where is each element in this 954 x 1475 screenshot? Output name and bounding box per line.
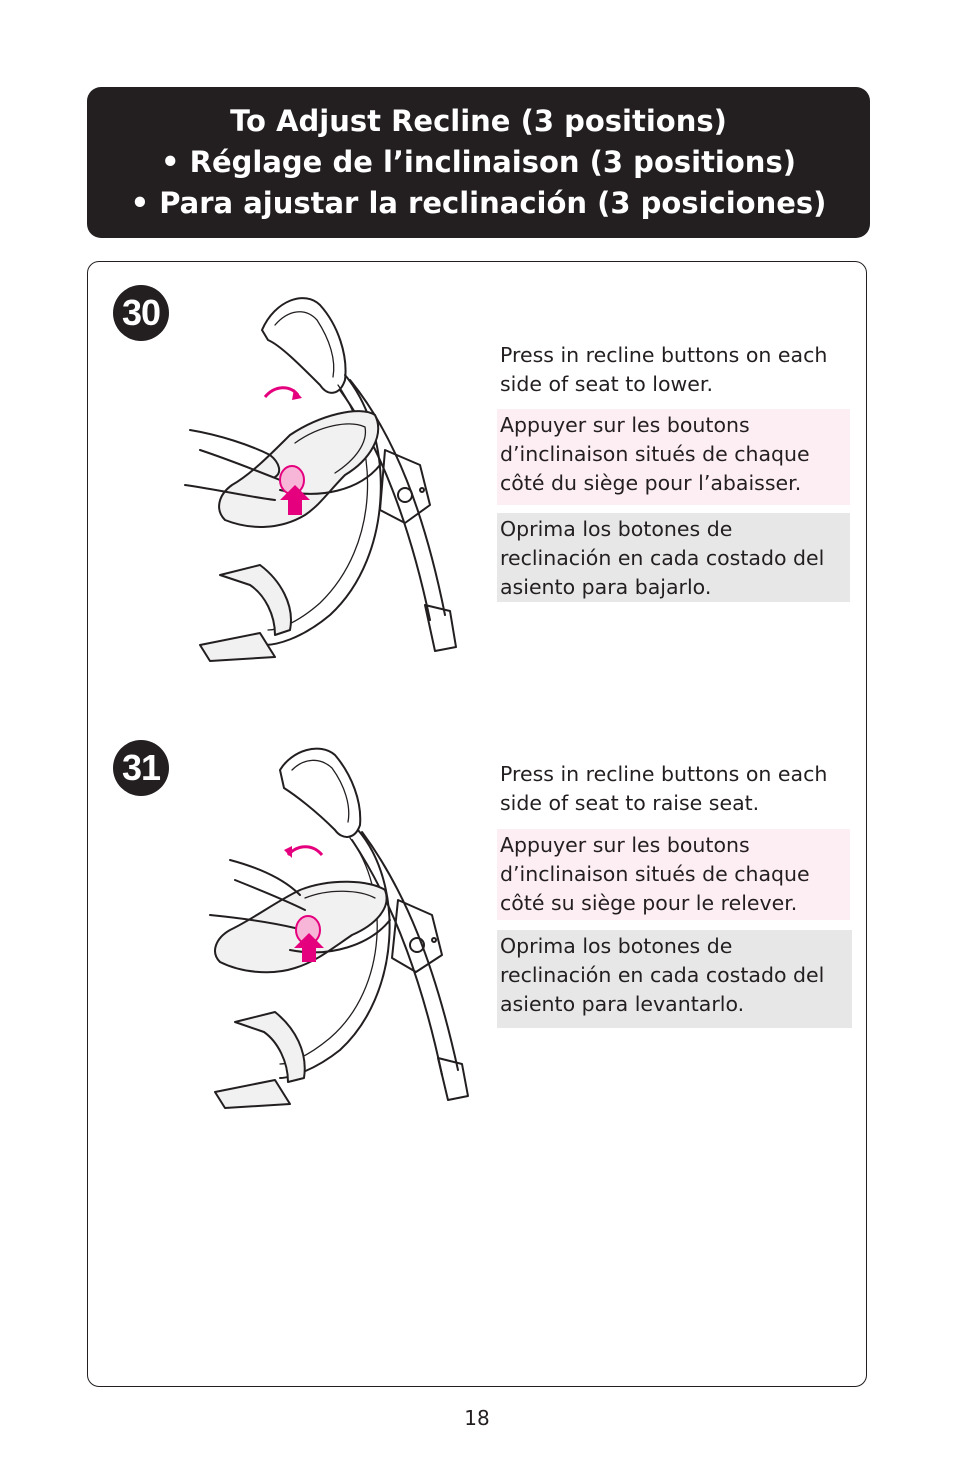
section-header — [87, 87, 870, 238]
step-30-english-text: Press in recline buttons on each side of seat to lower. — [500, 343, 828, 396]
step-31-french-text: Appuyer sur les boutons d’inclinaison situés de chaque côté su siège pour le relever. — [497, 829, 850, 920]
step-number-badge: 30 — [113, 285, 169, 341]
step-30-french-text: Appuyer sur les boutons d’inclinaison situés de chaque côté du siège pour l’abaisser. — [497, 409, 850, 505]
step-number-badge: 31 — [113, 740, 169, 796]
header-title-en: To Adjust Recline (3 positions) — [230, 104, 727, 138]
header-title-fr: • Réglage de l’inclinaison (3 positions) — [161, 145, 796, 179]
step-31-spanish-text: Oprima los botones de reclinación en cada costado del asiento para levantarlo. — [497, 930, 852, 1028]
step-30-spanish-text: Oprima los botones de reclinación en cada costado del asiento para bajarlo. — [497, 513, 850, 602]
swing-recline-lower-illustration — [180, 285, 470, 670]
header-title-es: • Para ajustar la reclinación (3 posiciones) — [130, 186, 827, 220]
page-number: 18 — [464, 1406, 490, 1430]
swing-recline-raise-illustration — [180, 740, 475, 1115]
step-31-english-text: Press in recline buttons on each side of seat to raise seat. — [500, 762, 828, 815]
